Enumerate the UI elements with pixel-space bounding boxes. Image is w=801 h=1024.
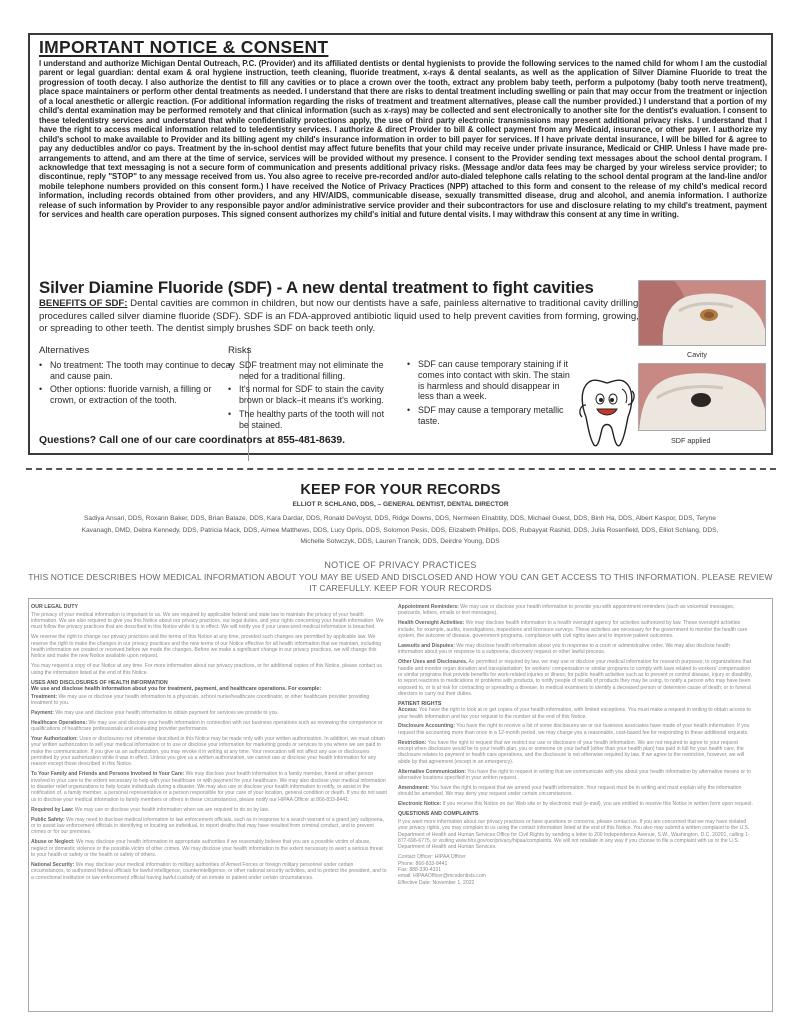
npp-term: Restriction: [398, 739, 427, 746]
npp-paragraph [398, 801, 754, 807]
npp-term: Electronic Notice: [398, 801, 442, 808]
npp-text: As permitted or required by law, we may use or disclose your medical information for research purposes; to organizations that handle and monitor organ donation and transplantation; for workers' compensation or similar programs to comply with laws related to workers' compensation or similar programs that provide benefits for work-related injuries or illness; for public health activities such as to prevent or control disease, injury or disability, to report reactions to medications or problems with products, to notify people of recalls of products they may be using, to notify a person who may have been exposed to, or is at risk for contracting or spreading a disease; to medical examiners to identify a deceased person or determine cause of death; or to funeral directors to carry out their duties. [398, 659, 753, 697]
npp-text: We may disclose health information to a health oversight agency for activities authorized by law. These oversight activities include, for example, audits, investigations, inspections and licensure surveys. These activities are necessary for the government to monitor the health care system, the outcome of disease, government programs, compliance with civil rights laws and to improve patient outcomes. [398, 620, 748, 639]
benefits-label: BENEFITS OF SDF: [39, 298, 128, 309]
npp-text: We may use and disclose your health information in connection with our business operations such as reviewing the competence or qualifications of healthcare professionals and evaluating provider performance. [31, 719, 383, 733]
risks-column [228, 346, 393, 434]
cavity-image [639, 281, 766, 346]
npp-text: We may need to disclose medical information to law enforcement officials, such as in response to a search warrant or a grand jury subpoena, or to assist law enforcement officials in identifying or locating an individual, to report deaths that may have resulted from criminal conduct, and to prevent crimes or for our premises. [31, 816, 384, 836]
npp-left-column [31, 604, 387, 884]
npp-text: You have the right to look at or get copies of your health information, with limited exceptions. You must make a request in writing to obtain access to your health information and fax your request to the number at the end of this Notice. [398, 707, 751, 720]
npp-paragraph [31, 736, 387, 768]
npp-paragraph [398, 723, 754, 736]
consent-title: IMPORTANT NOTICE & CONSENT [39, 37, 329, 57]
npp-paragraph [31, 710, 387, 716]
npp-paragraph [31, 807, 387, 813]
risk-item: • SDF can cause temporary staining if it comes into contact with skin. The stain is harmless and should disappear in less than a week. [407, 359, 577, 402]
npp-paragraph [31, 720, 387, 733]
npp-text: We may disclose your health information to a family member, friend or other person involved in your care to the extent necessary to help with your healthcare or with payment for your healthcare. We may also disclose your medical information to disaster relief organizations to help locate individuals during a disaster. We may also use or disclose your health information to notify, or assist in the notification of, a family member, a personal representative or a person responsible for your care of your location, general condition or death. If you do not want us to disclose your medical information to family members or others in these circumstances, please notify our HIPAA Officer at 866-833-8441. [31, 771, 387, 803]
contact-fax: Fax: 888-330-4331 [398, 866, 442, 873]
alternative-item: • Other options: fluoride varnish, a filling or crown, or extraction of the tooth. [39, 384, 239, 406]
npp-term: Required by Law: [31, 806, 74, 813]
npp-text: You have the right to request that we restrict our use or disclosure of your health information. We are not required to agree to your request except when disclosure would be to your health plan, you or someone on your behalf (other than your health plan) has paid in full for your health care, the disclosure relates to payment or health care operations, and the disclosure is not otherwise required by law. If we agree to the restriction, however, we will abide by that agreement (except in an emergency). [398, 739, 744, 765]
dentist-list: Sadiya Ansari, DDS, Roxann Baker, DDS, Brian Balaze, DDS, Kara Dardar, DDS, Ronald DeVoyst, DDS, Ridge Downs, DDS, Nermeen Elnabtity, DDS, Michael Guest, DDS, Binh Ha, DDS, Albert Kaspor, DDS, Teryne Kavanagh, DMD, Debra Kennedy, DDS, Patricia Mack, DDS, Aimee Matthews, DDS, Lucy Opris, DDS, Solomon Pesis, DDS, Elizabeth Phillips, DDS, Rubayyat Rashid, DDS, Julia Rosenfield, DDS, Elliot Schlang, DDS, Michelle Sotwczyk, DDS, Lauren Trancik, DDS, Deirdre Young, DDS [81, 515, 719, 545]
npp-term: Access: [398, 707, 418, 714]
npp-text: You have the right to request in writing that we communicate with you about your health information by alternative means or to alternative locations specified in your written request. [398, 768, 751, 782]
records-title: KEEP FOR YOUR RECORDS [300, 482, 501, 498]
npp-paragraph [398, 659, 754, 697]
npp-text: We may use or disclose your health information when we are required to do so by law. [73, 806, 270, 813]
npp-paragraph [398, 643, 754, 656]
npp-paragraph [31, 771, 387, 803]
contact-block [398, 854, 754, 886]
npp-text: Uses or disclosures not otherwise described in this Notice may be made only with your written authorization. In addition, we must obtain your written authorization to sell your medical information or to use or disclose your information for marketing goods or services to you where we are paid to make the communication. If you give us an authorization, you may revoke it in writing at any time. Your revocation will not affect any use or disclosures permitted by your authorization while it was in effect. Unless you give us a written authorization, we cannot use or disclose your health information for any reason except those described in this Notice. [31, 736, 385, 768]
npp-paragraph: The privacy of your medical information is important to us. We are required by applicable federal and state law to maintain the privacy of your health information. We are also required to give you this Notice about our privacy practices, our legal duties, and your rights concerning your health information. We must follow the privacy practices that are described in this Notice while it is in effect. We will notify you if your unsecured medical information is breached. [31, 611, 384, 631]
tear-off-line [26, 468, 776, 470]
cavity-caption: Cavity [687, 350, 707, 359]
alternatives-heading: Alternatives [39, 345, 90, 356]
contact-phone: Phone: 866-833-8441 [398, 860, 448, 867]
npp-text: We may disclose your health information to appropriate authorities if we reasonably believe that you are a possible victim of abuse, neglect or domestic violence or the possible victim of other crimes. We may disclose your health information to the extent necessary to avert a serious threat to your health or safety or the health or safety of others. [31, 839, 383, 858]
npp-header [28, 560, 773, 594]
npp-paragraph: If you want more information about our privacy practices or have questions or concerns, please contact us. If you are concerned that we may have violated your privacy rights, you may complain to us using the contact information listed at the end of this Notice. You also may submit a written complaint to the U.S. Department of Health and Human Services Office for Civil Rights by sending a letter to 200 Independence Avenue, S.W., Washington, D.C. 20201, calling 1-877-696-6775, or visiting www.hhs.gov/ocr/privacy/hipaa/complaints. We will not retaliate in any way if you choose to file a complaint with us or the U.S. Department of Health and Human Services. [398, 818, 750, 851]
npp-text: We may use and disclose your health information to obtain payment for services we provide to you. [53, 709, 279, 716]
npp-subtitle: THIS NOTICE DESCRIBES HOW MEDICAL INFORMATION ABOUT YOU MAY BE USED AND DISCLOSED AND HOW YOU CAN GET ACCESS TO THIS INFORMATION. PLEASE REVIEW IT CAREFULLY. KEEP FOR YOUR RECORDS [28, 572, 773, 593]
npp-paragraph [398, 604, 754, 617]
risk-item: • SDF treatment may not eliminate the need for a traditional filling. [228, 360, 393, 382]
npp-term: Healthcare Operations: [31, 719, 88, 726]
npp-term: Your Authorization: [31, 736, 78, 742]
cavity-photo [638, 280, 766, 346]
npp-text: You have the right to request that we amend your health information. Your request must be in writing and must explain why the information should be amended. We may deny your request under certain circumstances. [398, 785, 742, 798]
npp-paragraph [398, 785, 754, 798]
patient-rights-heading: PATIENT RIGHTS [398, 700, 442, 707]
npp-term: Other Uses and Disclosures. [398, 659, 468, 666]
npp-term: Amendment: [398, 785, 430, 791]
npp-term: Treatment: [31, 693, 58, 700]
risks-heading: Risks [228, 345, 252, 356]
questions-callout: Questions? Call one of our care coordinators at 855-481-8639. [39, 435, 346, 446]
sdf-applied-photo [638, 363, 766, 431]
uses-heading: USES AND DISCLOSURES OF HEALTH INFORMATION [31, 679, 168, 686]
npp-paragraph [398, 769, 754, 782]
risks-column-2 [407, 359, 577, 430]
sdf-applied-image [639, 364, 766, 431]
benefits-text: Dental cavities are common in children, but now our dentists have a safe, painless alternative to traditional cavity drilling procedures called silver diamine fluoride (SDF). SDF is an FDA-approved antibiotic liquid used to help prevent cavities from forming, growing, or spreading to other teeth. The dentist simply brushes SDF on back teeth only. [39, 298, 639, 335]
npp-paragraph [398, 740, 754, 765]
risk-item: • It's normal for SDF to stain the cavity brown or black–it means it's working. [228, 384, 393, 406]
questions-heading: QUESTIONS AND COMPLAINTS [398, 811, 479, 818]
npp-term: Public Safety: [31, 816, 65, 823]
alternative-item: • No treatment: The tooth may continue to decay and cause pain. [39, 360, 239, 382]
npp-paragraph [398, 620, 754, 639]
npp-paragraph: You may request a copy of our Notice at any time. For more information about our privacy practices, or for additional copies of this Notice, please contact us using the information listed at the end of this Notice. [31, 663, 382, 676]
npp-text: We may disclose health information about you in response to a court or administrative order. We may also disclose health information about you in response to a subpoena, discovery request or other lawful process. [398, 642, 730, 656]
npp-term: To Your Family and Friends and Persons Involved in Your Care: [31, 771, 185, 778]
risk-item: • The healthy parts of the tooth will not be stained. [228, 409, 393, 431]
risk-item: • SDF may cause a temporary metallic taste. [407, 405, 577, 427]
alternatives-column [39, 346, 239, 409]
npp-term: Abuse or Neglect: [31, 839, 75, 846]
npp-paragraph [31, 839, 387, 858]
sdf-benefits [39, 298, 645, 336]
effective-date: Effective Date: November 1, 2022 [398, 879, 475, 886]
npp-paragraph [31, 817, 387, 836]
npp-term: Health Oversight Activities: [398, 620, 465, 627]
npp-text: We may use or disclose your health information to provide you with appointment reminders (such as voicemail messages, postcards, letters, emails or text messages). [398, 604, 735, 617]
npp-right-column [398, 604, 754, 886]
npp-term: Appointment Reminders: [398, 604, 459, 610]
consent-box [28, 33, 773, 455]
contact-email: email: HIPAAOfficer@mcsdentists.com [398, 873, 486, 880]
npp-term: Lawsuits and Disputes: [398, 642, 455, 649]
npp-text: We may use or disclose your health information to a physician, school nurse/healthcare coordinator, or other healthcare provider providing treatment to you. [31, 693, 370, 706]
npp-paragraph [31, 694, 387, 707]
npp-term: National Security: [31, 861, 75, 868]
npp-term: Disclosure Accounting: [398, 723, 455, 730]
npp-title: NOTICE OF PRIVACY PRACTICES [324, 560, 477, 570]
uses-subheading: We use and disclose health information about you for treatment, payment, and healthcare operations. For example: [31, 685, 322, 692]
dental-director: ELLIOT P. SCHLANG, DDS, – GENERAL DENTIST, DENTAL DIRECTOR [292, 501, 509, 508]
contact-officer: Contact Officer: HIPAA Officer [398, 854, 466, 861]
sdf-applied-caption: SDF applied [671, 436, 711, 445]
legal-duty-heading: OUR LEGAL DUTY [31, 604, 78, 610]
sdf-title: Silver Diamine Fluoride (SDF) - A new dental treatment to fight cavities [39, 278, 594, 297]
npp-text: We may disclose your medical information to military authorities of Armed Forces or foreign military personnel under certain circumstances, to authorized federal officials for lawful intelligence, counterintelligence, or other national security activities, and to protect the president, and to a correctional institution or law enforcement official having lawful custody of an inmate or patient under certain circumstances. [31, 861, 387, 881]
consent-body: I understand and authorize Michigan Dental Outreach, P.C. (Provider) and its affiliated dentists or dental hygienists to provide the following services to the named child for whom I am the custodial parent or legal guardian: dental exam & oral hygiene instruction, teeth cleaning, fluoride treatment, x-rays & dental sealants, as well as the application of Silver Diamine Fluoride to treat the progression of tooth decay. I also authorize the dentist to fill any cavities or to place a crown over the tooth, extract any problem baby teeth, perform a pulpotomy (baby tooth nerve treatment), place space maintainers or perform other dental treatments as needed. I understand that there are risks to dental treatment including swelling or pain that may occur from the treatment or injection of a local anesthetic or allergic reaction. (For additional information regarding the risks of treatment and treatment alternatives, please call the number provided.) I understand that a portion of my child's dental examination may be performed remotely and that clinical information (such as x-rays) may be collected and sent electronically to another site for the dentist's evaluation. I consent to these teledentistry services and understand that while confidentiality protections apply, the use of third party electronic transmissions may present additional privacy risks. I understand that I have the right to access medical information related to teledentistry services. I authorize & direct Provider to bill & collect payment from any Medicaid, insurance, or other payer. I authorize my child's school to make available to Provider and its billing agent my child's insurance information in order to bill payer for services. If I have private dental insurance, I will be billed for & agree to pay any deductibles and/or co pays. Treatment by the in-school dentist may affect future benefits that your child may receive under private insurance, Medicaid or CHIP. Unless I have made pre-arrangements to attend, and am there at the time of service, services will be provided without my presence. I consent to the Provider sending text messages about the school dental program. I acknowledge that text messaging is not a secure form of communication and presents additional privacy risks. (Message and/or data fees may be charged by your wireless service provider; to discontinue, reply "STOP" to any message received from us. You also agree to receive pre-recorded and/or auto-dialed telephone calls relating to the school dental program at the land-line and/or mobile telephone numbers provided on this consent form.) I have received the Notice of Privacy Practices (NPP) attached to this form and consent to the release of my child's medical record information, including records obtained from other providers, and any HIV/AIDS, communicable disease, sexually transmitted disease, drug and alcohol, and anemia information. I authorize release of such information by Provider to any responsible payor and/or administrative service provider and their subcontractors for use and disclosure relating to my child's treatment, payment for services and health care operation purposes. This signed consent authorizes my child's initial and future dental visits. I may withdraw this consent at any time in writing. [39, 59, 767, 220]
npp-paragraph [31, 862, 387, 881]
tooth-mascot-icon [578, 375, 636, 449]
npp-paragraph: We reserve the right to change our privacy practices and the terms of this Notice at any time, provided such changes are permitted by applicable law. We reserve the right to make the changes in our privacy practices and the new terms of our Notice effective for all health information that we maintain, including health information we created or received before we made the changes. Before we make a significant change in our privacy practices, we will change this Notice and make the new Notice available upon request. [31, 634, 382, 660]
npp-paragraph [398, 707, 754, 720]
npp-term: Alternative Communication: [398, 768, 466, 775]
npp-text: If you receive this Notice on our Web site or by electronic mail (e-mail), you are entitled to receive this Notice in written form upon request. [441, 801, 753, 808]
npp-text: You have the right to receive a list of some disclosures we or our business associates have made of your health information. If you request this accounting more than once in a 12-month period, we may charge you a reasonable, cost-based fee for responding to these additional requests. [398, 723, 750, 736]
npp-term: Payment: [31, 709, 54, 716]
